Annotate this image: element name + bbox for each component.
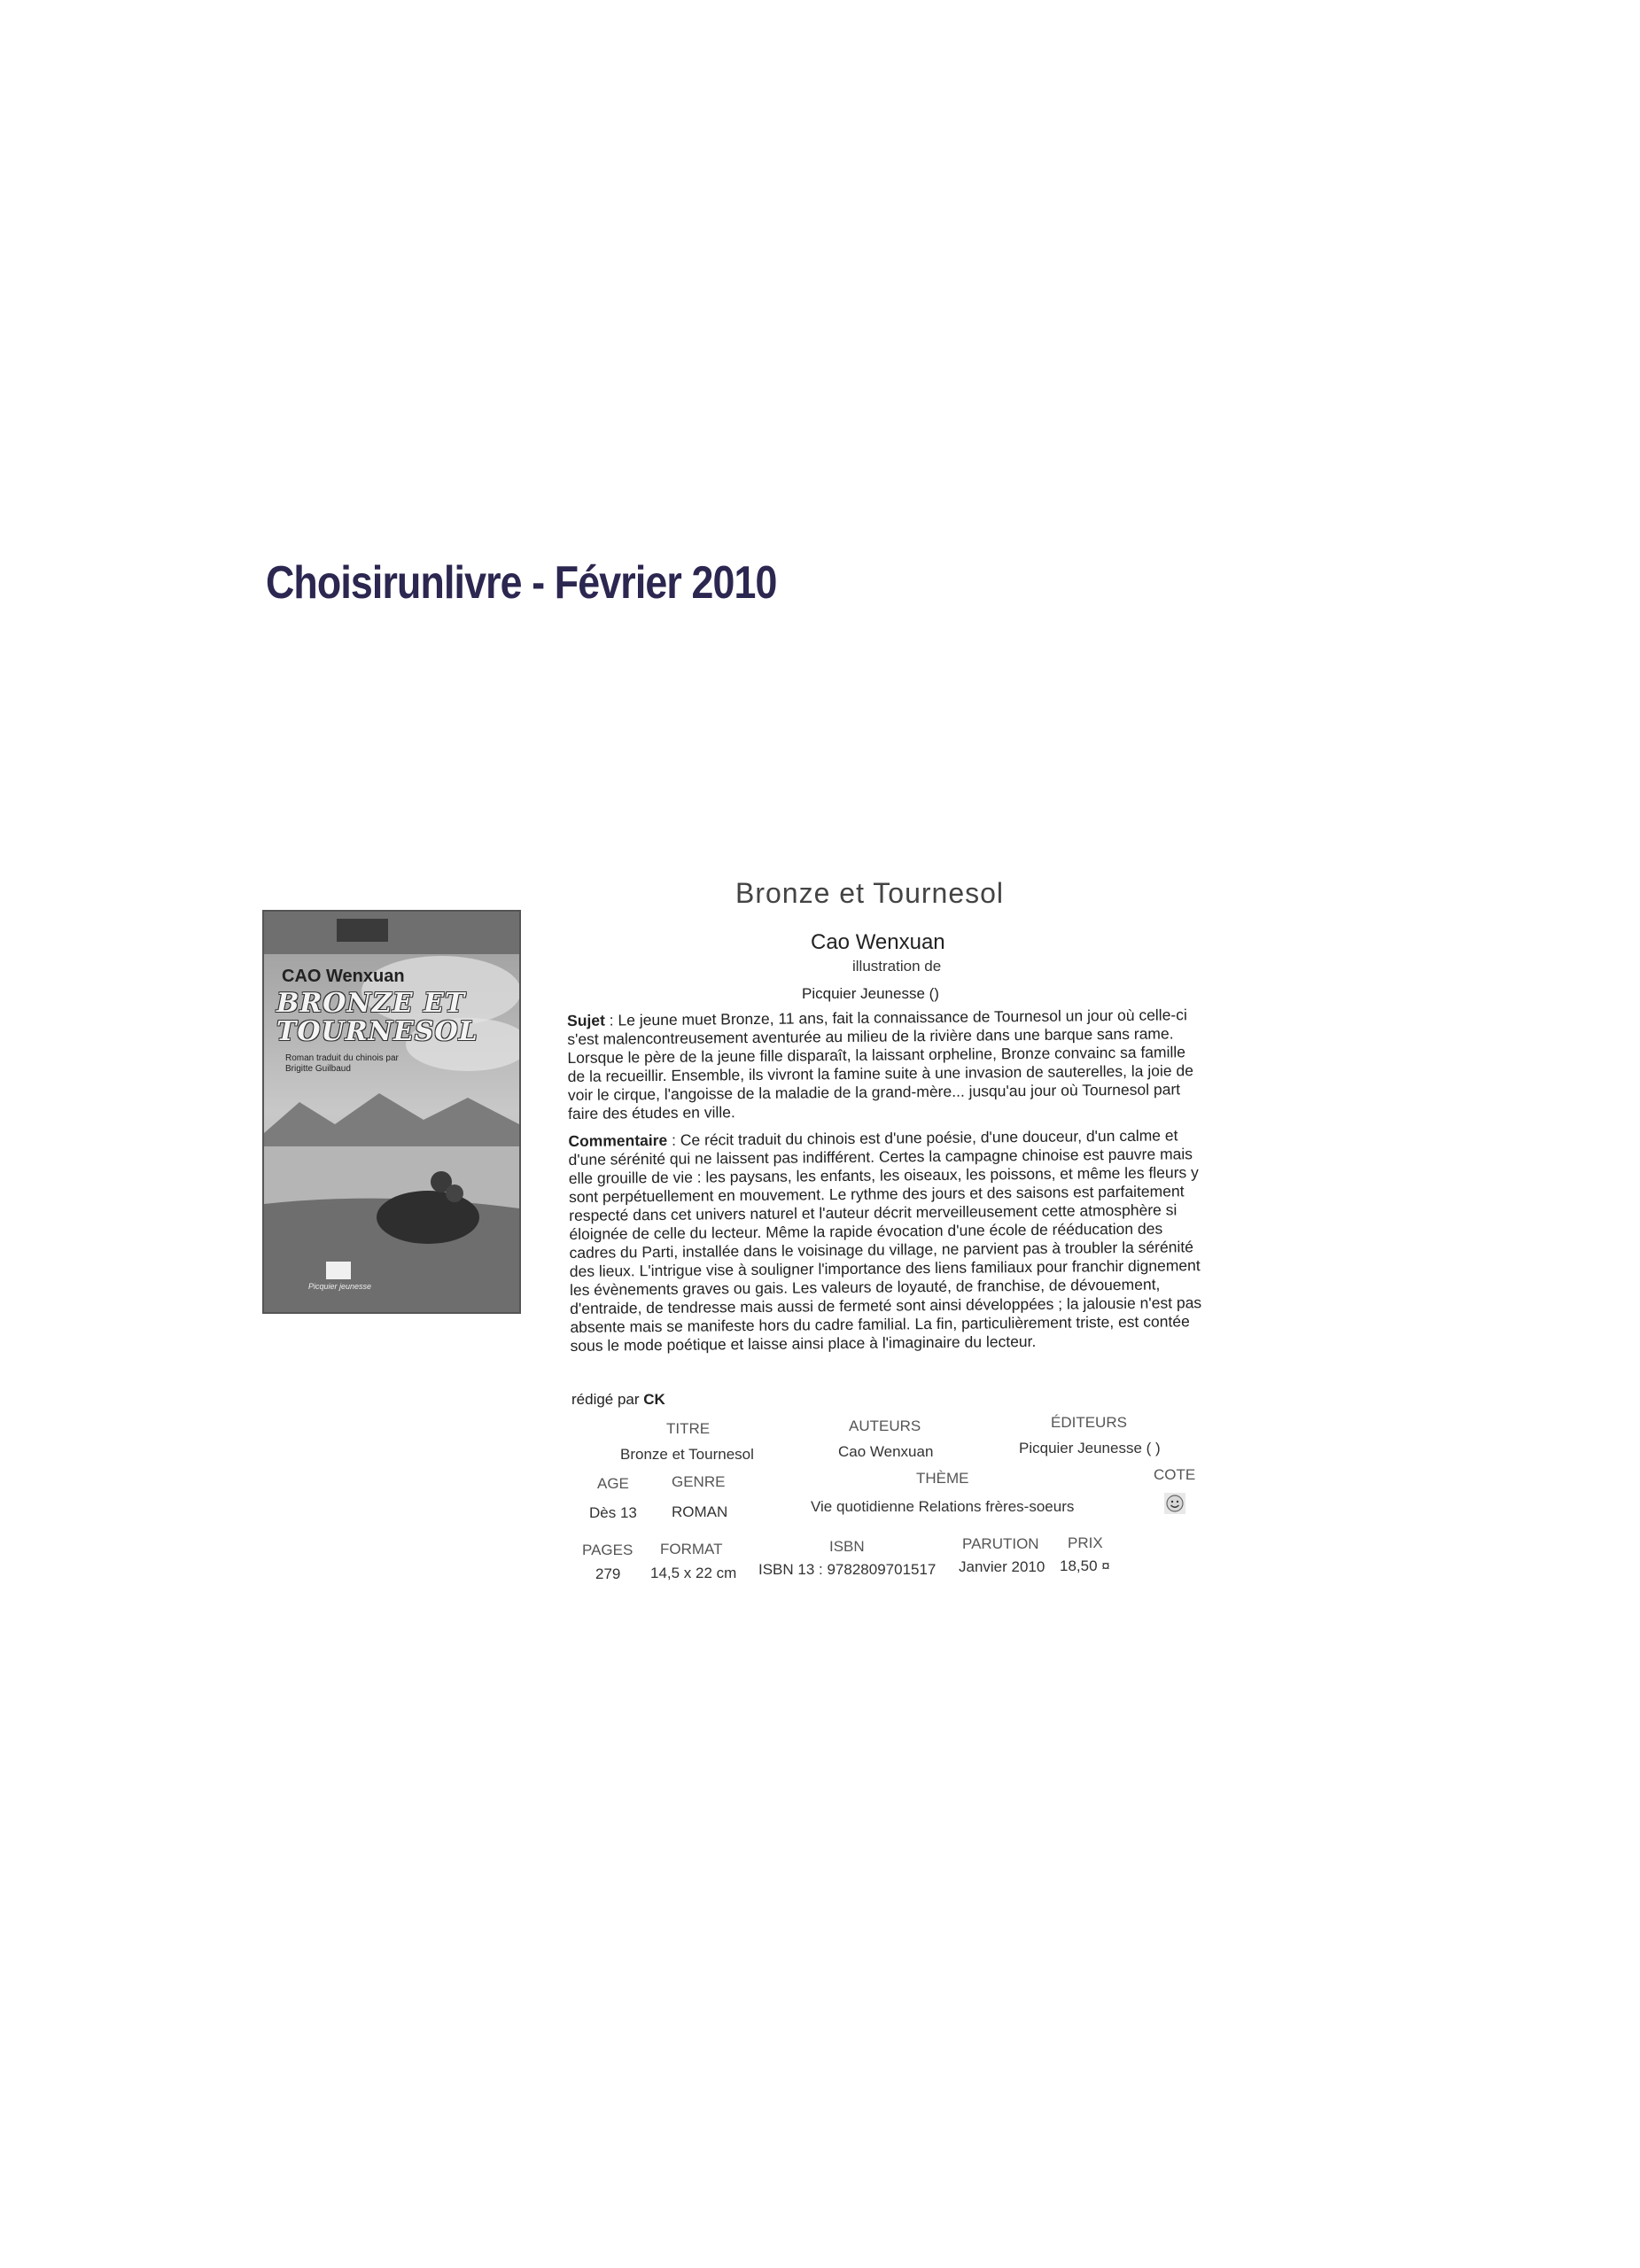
smiley-icon xyxy=(1164,1493,1185,1514)
isbn-label: ISBN xyxy=(829,1538,865,1555)
editeurs-value: Picquier Jeunesse ( ) xyxy=(1019,1440,1161,1456)
pages-label: PAGES xyxy=(582,1542,633,1558)
book-title: Bronze et Tournesol xyxy=(735,877,1005,909)
parution-value: Janvier 2010 xyxy=(959,1558,1045,1575)
page-heading: Choisirunlivre - Février 2010 xyxy=(266,557,777,609)
genre-label: GENRE xyxy=(672,1473,726,1490)
cover-publisher: Picquier jeunesse xyxy=(308,1282,372,1291)
book-author: Cao Wenxuan xyxy=(811,930,945,954)
format-value: 14,5 x 22 cm xyxy=(650,1565,737,1581)
auteurs-label: AUTEURS xyxy=(849,1418,921,1434)
editeurs-label: ÉDITEURS xyxy=(1051,1414,1127,1431)
cover-title: BRONZE ET TOURNESOL xyxy=(276,988,478,1047)
parution-label: PARUTION xyxy=(962,1535,1039,1552)
illustration-label: illustration de xyxy=(852,958,942,975)
cover-author: CAO Wenxuan xyxy=(282,967,405,986)
book-publisher: Picquier Jeunesse () xyxy=(802,985,939,1002)
isbn-value: ISBN 13 : 9782809701517 xyxy=(758,1561,937,1578)
auteurs-value: Cao Wenxuan xyxy=(838,1443,934,1460)
theme-label: THÈME xyxy=(916,1470,969,1487)
age-label: AGE xyxy=(597,1475,629,1492)
review-body xyxy=(567,1006,1209,1364)
theme-value: Vie quotidienne Relations frères-soeurs xyxy=(811,1498,1075,1515)
sujet-paragraph: Sujet : Le jeune muet Bronze, 11 ans, fait la connaissance de Tournesol un jour où celle-ci s'est malencontreusement aventurée au milieu de la rivière dans une barque sans rame. Lorsque le père de la jeune fille disparaît, la laissant orpheline, Bronze convainc sa famille de la recueillir. Ensemble, ils vivront la famine suite à une invasion de sauterelles, la joie de voir le cirque, l'angoisse de la maladie de la grand-mère... jusqu'au jour où Tournesol part faire des études en ville. xyxy=(567,1006,1193,1122)
cote-label: COTE xyxy=(1154,1466,1196,1483)
titre-label: TITRE xyxy=(666,1420,711,1437)
commentaire-paragraph: Commentaire : Ce récit traduit du chinois est d'une poésie, d'une douceur, d'un calme et d'une sérénité qui ne laissent pas indifférent. Certes la campagne chinoise est pauvre mais elle grouille de vie : les paysans, les enfants, les oiseaux, les poissons, et même les fleurs y sont perpétuellement en mouvement. Le rythme des jours et des saisons est parfaitement respecté dans cet univers naturel et l'auteur décrit merveilleusement cette atmosphère si éloignée de celle du lecteur. Même la rapide évocation d'une école de rééducation des cadres du Parti, installée dans le voisinage du village, ne parvient pas à troubler la sérénité des lieux. L'intrigue vise à souligner l'importance des liens familiaux pour franchir dignement les évènements graves ou gais. Les valeurs de loyauté, de franchise, de dévouement, d'entraide, de tendresse mais aussi de fermeté sont ainsi développées ; la jalousie n'est pas absente mais se manifeste hors du cadre familial. La fin, particulièrement triste, est contée sous le mode poétique et laisse ainsi place à l'imaginaire du lecteur. xyxy=(568,1126,1202,1355)
prix-value: 18,50 ¤ xyxy=(1060,1557,1110,1574)
reviewer-credit: rédigé par CK xyxy=(571,1391,665,1408)
format-label: FORMAT xyxy=(660,1541,723,1557)
book-cover-image xyxy=(262,910,521,1314)
genre-value: ROMAN xyxy=(672,1503,728,1520)
prix-label: PRIX xyxy=(1068,1534,1103,1551)
pages-value: 279 xyxy=(595,1565,621,1582)
cover-subtitle: Roman traduit du chinois par Brigitte Guilbaud xyxy=(285,1053,399,1074)
titre-value: Bronze et Tournesol xyxy=(620,1446,754,1463)
age-value: Dès 13 xyxy=(589,1504,637,1521)
